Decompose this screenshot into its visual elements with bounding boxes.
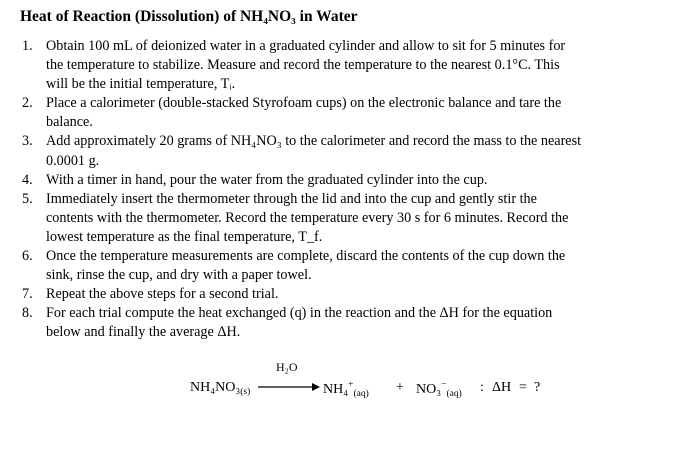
step-text-line: Obtain 100 mL of deionized water in a graduated cylinder and allow to sit for 5 minutes for bbox=[46, 38, 566, 54]
reaction-equation bbox=[0, 360, 687, 400]
step-number: 3. bbox=[22, 133, 33, 150]
procedure-step bbox=[0, 37, 687, 94]
step-number: 4. bbox=[22, 171, 33, 188]
step-number: 5. bbox=[22, 190, 33, 207]
ammonium-ion: $NH_4^+_{(aq)}$ bbox=[323, 380, 369, 399]
separator-colon: : bbox=[480, 380, 484, 395]
reaction-arrow-icon bbox=[258, 380, 320, 394]
step-text-line: will be the initial temperature, Tᵢ. bbox=[46, 76, 236, 93]
reactant-formula: $NH_4NO_3_{(s)}$ bbox=[190, 380, 251, 397]
step-number: 8. bbox=[22, 305, 33, 322]
procedure-step bbox=[0, 190, 687, 247]
step-text-line: sink, rinse the cup, and dry with a paper towel. bbox=[46, 267, 312, 284]
plus-sign: + bbox=[396, 380, 404, 395]
document-title: Heat of Reaction (Dissolution) of NH₄NO₃ in Water bbox=[20, 8, 358, 25]
step-number: 6. bbox=[22, 248, 33, 265]
reaction-condition: H₂O bbox=[276, 360, 298, 374]
step-text-line: lowest temperature as the final temperature, T_f. bbox=[46, 228, 323, 245]
procedure-list bbox=[0, 37, 687, 343]
step-number: 1. bbox=[22, 38, 33, 54]
step-number: 7. bbox=[22, 286, 33, 303]
unknown-value: ? bbox=[534, 380, 541, 395]
step-text-line: For each trial compute the heat exchanged (q) in the reaction and the ΔH for the equation bbox=[46, 305, 553, 322]
step-text-line: 0.0001 g. bbox=[46, 152, 100, 169]
nitrate-ion: $NO_3^-_{(aq)}$ bbox=[416, 380, 462, 399]
procedure-step bbox=[0, 285, 687, 304]
step-text-line: contents with the thermometer. Record the temperature every 30 s for 6 minutes. Record the bbox=[46, 209, 569, 226]
step-text-line: below and finally the average ΔH. bbox=[46, 324, 241, 341]
procedure-step bbox=[0, 171, 687, 190]
step-text-line: balance. bbox=[46, 114, 93, 131]
step-text-line: With a timer in hand, pour the water from the graduated cylinder into the cup. bbox=[46, 171, 488, 188]
equals-sign: = bbox=[519, 380, 527, 395]
step-text-line: Place a calorimeter (double-stacked Styrofoam cups) on the electronic balance and tare the bbox=[46, 95, 562, 112]
step-text-line: Immediately insert the thermometer through the lid and into the cup and gently stir the bbox=[46, 190, 537, 207]
procedure-step bbox=[0, 94, 687, 132]
step-text-line: Repeat the above steps for a second trial. bbox=[46, 286, 279, 303]
step-text-line: the temperature to stabilize. Measure and record the temperature to the nearest 0.1°C. This bbox=[46, 57, 560, 74]
procedure-step bbox=[0, 247, 687, 285]
step-text-line: Once the temperature measurements are complete, discard the contents of the cup down the bbox=[46, 248, 566, 265]
step-number: 2. bbox=[22, 95, 33, 112]
step-text-line: Add approximately 20 grams of NH₄NO₃ to the calorimeter and record the mass to the nearest bbox=[46, 133, 582, 150]
procedure-step bbox=[0, 304, 687, 342]
delta-h-label: ΔH bbox=[492, 380, 512, 395]
procedure-step bbox=[0, 132, 687, 170]
